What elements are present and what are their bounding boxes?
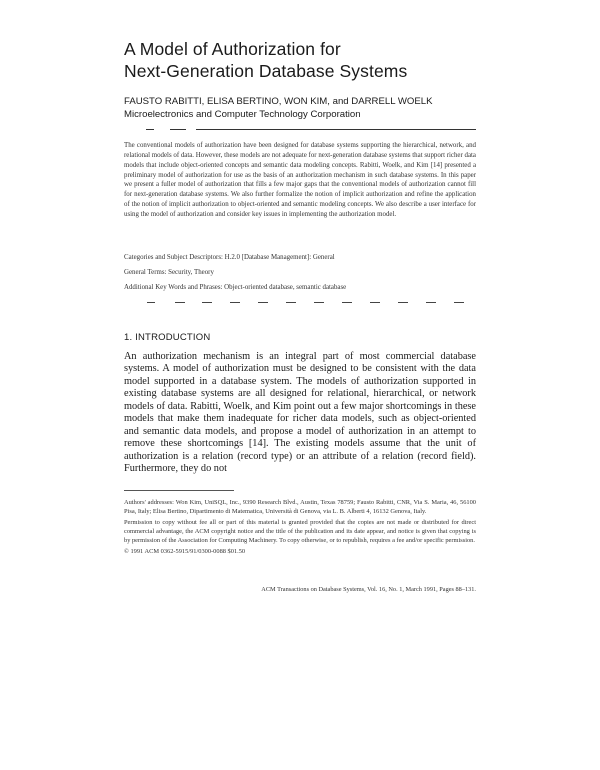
paper-title-line-2: Next-Generation Database Systems [124,61,408,81]
footnotes [124,498,476,559]
header-rule-segment [170,129,186,130]
running-footer: ACM Transactions on Database Systems, Vol. 16, No. 1, March 1991, Pages 88–131. [261,586,476,593]
author-block [124,95,554,121]
section-heading: 1. INTRODUCTION [124,332,211,343]
author-affiliation: Microelectronics and Computer Technology Corporation [124,109,361,120]
author-names: FAUSTO RABITTI, ELISA BERTINO, WON KIM, and DARRELL WOELK [124,96,433,107]
general-terms-line: General Terms: Security, Theory [124,269,214,276]
header-rule-segment [146,129,154,130]
footnote-permission: Permission to copy without fee all or part of this material is granted provided that the copies are not made or distributed for direct commercial advantage, the ACM copyright notice and the title of the publication and its date appear, and notice is given that copying is by permission of the Association for Computing Machinery. To copy otherwise, or to republish, requires a fee and/or specific permission. [124,519,476,545]
paper-title-line-1: A Model of Authorization for [124,39,341,59]
introduction-paragraph: An authorization mechanism is an integral part of most commercial database systems. A model of authorization must be designed to be consistent with the data model supported in a database system. The models of authorization supported in existing database systems are all designed for relational, hierarchical, or network models of data. Rabitti, Woelk, and Kim point out a few major shortcomings in these models that make them inadequate for richer data models, such as object-oriented and semantic data models, and propose a model of authorization in an attempt to remove these shortcomings [14]. The existing models assume that the unit of authorization is a relation (record type) or an attribute of a relation (record field). Furthermore, they do not [124,351,476,475]
introduction-body [124,351,476,476]
keywords-line: Additional Key Words and Phrases: Object-oriented database, semantic database [124,284,347,291]
categories-line: Categories and Subject Descriptors: H.2.0 [Database Management]: General [124,254,335,261]
footnote-address: Authors' addresses: Won Kim, UniSQL, Inc., 9390 Research Blvd., Austin, Texas 78759; Fausto Rabitti, CNR, Via S. Maria, 46, 56100 Pisa, Italy; Elisa Bertino, Dipartimento di Matematica, Università di Genova, via L. B. Alberti 4, 16132 Genova, Italy. [124,499,476,516]
abstract: The conventional models of authorization have been designed for database systems supporting the hierarchical, network, and relational models of data. However, these models are not adequate for next-generation database systems that support richer data models that include object-oriented concepts and semantic data modeling concepts. Rabitti, Woelk, and Kim [14] presented a preliminary model of authorization for use as the basis of an authorization mechanism in such database systems. In this paper we present a fuller model of authorization that fills a few major gaps that the conventional models of authorization cannot fill for next-generation database systems. We also further formalize the notion of implicit authorization and refine the application of the notion of implicit authorization to object-oriented and semantic modeling concepts. We also describe a user interface for using the model of authorization and consider key issues in implementing the authorization model. [124,142,476,218]
paper-title [124,38,544,82]
footnote-rule [124,490,234,491]
footnote-copyright: © 1991 ACM 0362-5915/91/0300-0088 $01.50 [124,548,246,556]
header-rule [196,129,476,130]
